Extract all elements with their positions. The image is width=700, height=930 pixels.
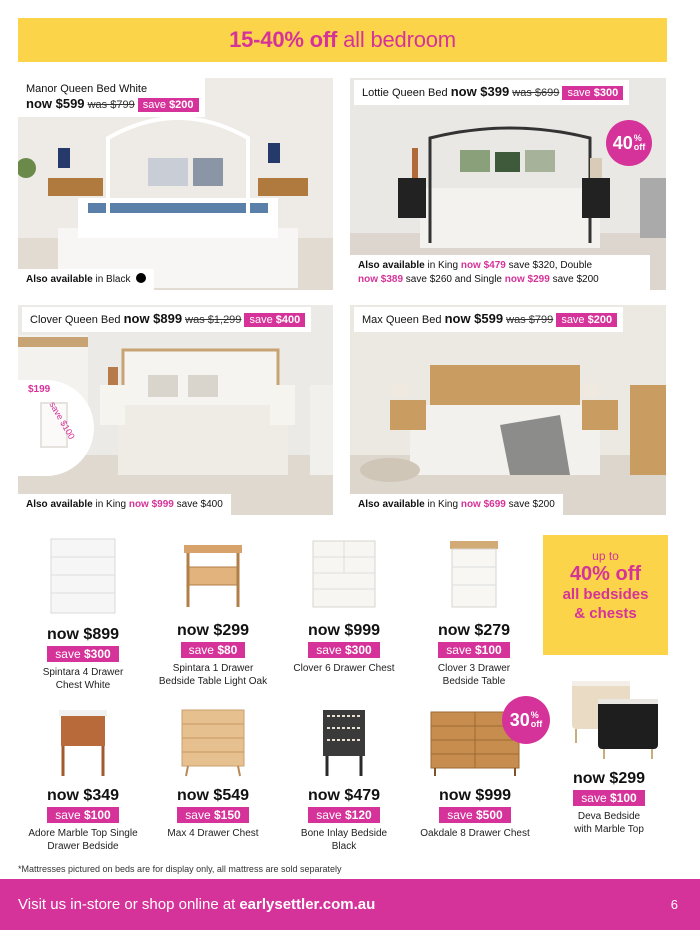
product-deva-bedside[interactable] — [545, 677, 673, 836]
save-badge: save $100 — [47, 807, 118, 823]
product-adore-bedside[interactable] — [18, 708, 148, 853]
save-badge: save $300 — [308, 642, 379, 658]
now-price: now $899 — [123, 311, 183, 326]
product-max-4-drawer[interactable] — [148, 708, 278, 841]
availability-note: Also available in King now $999 save $400 — [18, 494, 231, 516]
was-price: was $699 — [512, 87, 560, 99]
now-price: now $399 — [450, 84, 510, 99]
save-badge: save $200 — [556, 313, 617, 327]
bedside-photo — [554, 677, 664, 761]
now-price: now $599 — [26, 96, 85, 112]
product-name: Clover 3 Drawer Bedside Table — [437, 663, 511, 687]
product-bone-inlay-bedside[interactable] — [278, 708, 410, 853]
bed-photo — [350, 305, 666, 515]
product-name: Spintara 1 Drawer Bedside Table Light Oak — [158, 663, 268, 687]
product-name: Lottie Queen Bed — [362, 87, 448, 99]
product-clover-3-drawer[interactable] — [410, 537, 538, 688]
now-price: now $599 — [444, 311, 504, 326]
now-price: now $549 — [176, 787, 250, 804]
footer-bar — [0, 879, 700, 930]
top-banner — [18, 18, 667, 62]
featured-max-bed[interactable] — [350, 305, 666, 515]
save-badge: save $100 — [573, 790, 644, 806]
product-name: Max 4 Drawer Chest — [167, 828, 259, 839]
mattress-footnote: *Mattresses pictured on beds are for display only, all mattress are sold separately — [18, 864, 342, 874]
product-title — [354, 307, 623, 332]
availability-note: Also available in King now $699 save $200 — [350, 494, 563, 516]
save-badge: save $150 — [177, 807, 248, 823]
now-price: now $279 — [437, 622, 511, 639]
product-spintara-1-drawer[interactable] — [148, 537, 278, 688]
banner-strong: 15-40% off — [229, 27, 338, 52]
now-price: now $299 — [176, 622, 250, 639]
product-title — [354, 80, 629, 105]
discount-badge: 30 % off — [502, 696, 550, 744]
now-price: now $999 — [438, 787, 512, 804]
bedside-photo — [53, 708, 113, 778]
featured-manor-bed[interactable] — [18, 78, 333, 290]
chest-photo — [309, 537, 379, 613]
promo-line-3: all bedsides & chests — [562, 586, 649, 622]
product-name: Spintara 4 Drawer Chest White — [42, 667, 124, 691]
availability-note: Also available in King now $479 save $320, Double now $389 save $260 and Single now $299 save $200 — [350, 255, 650, 290]
was-price: was $799 — [506, 314, 554, 326]
website-link[interactable]: earlysettler.com.au — [239, 896, 376, 913]
product-title — [22, 307, 311, 332]
chest-photo — [48, 537, 118, 617]
save-badge: save $80 — [181, 642, 246, 658]
save-badge: save $400 — [244, 313, 305, 327]
product-name: Bone Inlay Bedside Black — [300, 828, 388, 852]
product-name: Adore Marble Top Single Drawer Bedside — [28, 828, 138, 852]
was-price: was $799 — [87, 99, 135, 112]
featured-clover-bed[interactable] — [18, 305, 333, 515]
bedside-photo — [319, 708, 369, 778]
discount-badge: 40 % off — [606, 120, 652, 166]
bedside-photo — [178, 537, 248, 613]
availability-note: Also available in Black — [18, 269, 154, 291]
promo-bedsides-chests — [543, 535, 668, 655]
now-price: now $899 — [46, 626, 120, 643]
save-badge: save $120 — [308, 807, 379, 823]
save-badge: save $200 — [138, 98, 199, 112]
product-name: Deva Bedside with Marble Top — [574, 811, 644, 835]
now-price: now $479 — [307, 787, 381, 804]
product-name: Clover 6 Drawer Chest — [293, 663, 395, 674]
page-number: 6 — [670, 897, 678, 912]
product-spintara-4-drawer[interactable] — [18, 537, 148, 692]
product-name: Max Queen Bed — [362, 314, 442, 326]
save-badge: save $500 — [439, 807, 510, 823]
now-price: now $349 — [46, 787, 120, 804]
now-price: now $999 — [307, 622, 381, 639]
bedside-photo — [444, 537, 504, 613]
featured-lottie-bed[interactable] — [350, 78, 666, 290]
promo-line-2: 40% off — [569, 563, 642, 585]
save-badge: save $100 — [438, 642, 509, 658]
product-name: Manor Queen Bed White — [26, 83, 148, 95]
save-badge: save $300 — [47, 646, 118, 662]
product-name: Clover Queen Bed — [30, 314, 121, 326]
banner-rest: all bedroom — [343, 27, 456, 52]
product-name: Oakdale 8 Drawer Chest — [420, 828, 530, 839]
inset-price: $199 — [28, 384, 51, 395]
now-price: now $299 — [572, 770, 646, 787]
black-swatch-icon — [136, 273, 146, 283]
promo-line-1: up to — [592, 549, 619, 563]
save-badge: save $300 — [562, 86, 623, 100]
footer-text: Visit us in-store or shop online at — [18, 896, 236, 913]
product-title — [18, 78, 205, 117]
product-clover-6-drawer[interactable] — [278, 537, 410, 676]
chest-photo — [178, 708, 248, 778]
was-price: was $1,299 — [185, 314, 242, 326]
inset-save: save $100 — [47, 400, 77, 441]
